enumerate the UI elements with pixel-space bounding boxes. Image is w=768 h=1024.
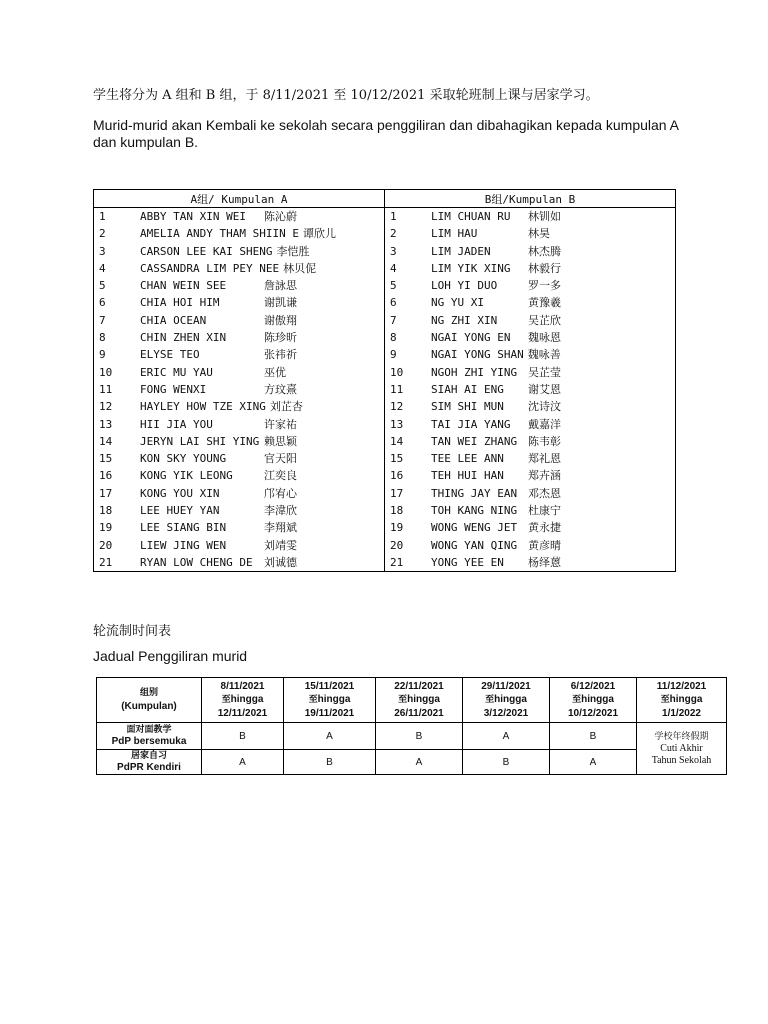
student-name: NG ZHI XIN bbox=[431, 313, 498, 327]
student-number: 15 bbox=[390, 452, 404, 466]
week-start: 29/11/2021 bbox=[481, 681, 531, 692]
group-b-list bbox=[385, 208, 676, 572]
student-chinese-name: 林钏如 bbox=[528, 210, 561, 223]
schedule-week-header bbox=[202, 678, 284, 723]
week-end: 12/11/2021 bbox=[217, 708, 268, 719]
student-number: 2 bbox=[99, 227, 106, 241]
student-chinese-name: 邓杰恩 bbox=[528, 486, 561, 500]
list-item bbox=[94, 537, 384, 554]
student-chinese-name: 林毅行 bbox=[528, 261, 561, 275]
week-to-ms: hingga bbox=[669, 694, 703, 705]
week-to-ms: hingga bbox=[581, 694, 614, 705]
week-to-ms: hingga bbox=[317, 694, 351, 705]
student-chinese-name: 黄彦晴 bbox=[528, 538, 561, 552]
student-chinese-name: 刘诚德 bbox=[264, 555, 297, 569]
student-name: LEE HUEY YAN bbox=[140, 504, 220, 518]
week-end: 19/11/2021 bbox=[304, 708, 355, 719]
student-number: 9 bbox=[390, 348, 397, 362]
group-a-list bbox=[94, 208, 385, 572]
list-item bbox=[94, 277, 384, 294]
student-name: TEE LEE ANN bbox=[431, 452, 504, 466]
student-name: ERIC MU YAU bbox=[140, 365, 213, 379]
student-number: 13 bbox=[99, 417, 113, 431]
list-item bbox=[94, 485, 384, 502]
student-name: NGAI YONG SHAN bbox=[431, 348, 524, 362]
list-item bbox=[94, 433, 384, 450]
list-item bbox=[385, 502, 675, 519]
student-chinese-name: 李湋欣 bbox=[264, 504, 297, 518]
student-name: FONG WENXI bbox=[140, 382, 207, 396]
student-number: 19 bbox=[99, 521, 113, 535]
schedule-cell: A bbox=[550, 750, 637, 775]
student-number: 14 bbox=[99, 434, 113, 448]
week-end: 26/11/2021 bbox=[394, 708, 444, 719]
student-name: RYAN LOW CHENG DE bbox=[140, 555, 253, 569]
list-item bbox=[94, 329, 384, 346]
student-name: SIAH AI ENG bbox=[431, 382, 504, 396]
student-chinese-name: 谢凯谦 bbox=[264, 296, 297, 310]
week-to-zh: 至 bbox=[308, 695, 318, 705]
student-name: CHIA OCEAN bbox=[140, 313, 207, 327]
rotation-title-chinese: 轮流制时间表 bbox=[93, 624, 172, 639]
list-item bbox=[94, 554, 384, 571]
student-name: LIM HAU bbox=[431, 227, 478, 241]
student-number: 4 bbox=[99, 261, 106, 275]
schedule-cell: B bbox=[202, 723, 284, 750]
schedule-row-label bbox=[97, 723, 202, 750]
week-start: 11/12/2021 bbox=[656, 681, 707, 692]
week-end: 1/1/2022 bbox=[662, 708, 701, 719]
week-to-ms: hingga bbox=[230, 694, 264, 705]
student-name: CHIA HOI HIM bbox=[140, 296, 220, 310]
student-number: 16 bbox=[99, 469, 113, 483]
student-name: NGOH ZHI YING bbox=[431, 365, 518, 379]
student-name: LIM YIK XING bbox=[431, 261, 511, 275]
row-label-zh: 居家自习 bbox=[130, 751, 167, 761]
student-chinese-name: 谢艾恩 bbox=[528, 382, 561, 396]
student-number: 12 bbox=[99, 400, 113, 414]
student-chinese-name: 陈珍昕 bbox=[264, 331, 297, 345]
student-chinese-name: 张祎祈 bbox=[264, 348, 297, 362]
student-chinese-name: 杨绎蒽 bbox=[528, 555, 561, 569]
holiday-ms-2: Tahun Sekolah bbox=[651, 754, 712, 766]
student-number: 8 bbox=[390, 331, 397, 345]
student-name: JERYN LAI SHI YING bbox=[140, 434, 260, 448]
student-chinese-name: 陈韦彰 bbox=[528, 434, 561, 448]
list-item bbox=[94, 208, 384, 225]
list-item bbox=[385, 277, 675, 294]
student-number: 6 bbox=[390, 296, 397, 310]
student-chinese-name: 官天阳 bbox=[264, 452, 297, 466]
holiday-zh: 学校年终假期 bbox=[654, 731, 709, 742]
group-b-header: B组/Kumpulan B bbox=[385, 190, 676, 208]
student-chinese-name: 谭欣儿 bbox=[302, 227, 336, 241]
student-number: 7 bbox=[390, 313, 397, 327]
student-chinese-name: 黄永捷 bbox=[528, 521, 561, 535]
student-chinese-name: 林杰腾 bbox=[528, 244, 561, 258]
week-end: 10/12/2021 bbox=[567, 708, 619, 719]
week-to bbox=[202, 693, 283, 707]
student-name: WONG WENG JET bbox=[431, 521, 518, 535]
student-chinese-name: 黄豫羲 bbox=[528, 296, 561, 310]
schedule-cell: B bbox=[376, 723, 463, 750]
intro-malay: Murid-murid akan Kembali ke sekolah secara penggiliran dan dibahagikan kepada kumpulan A dan kumpulan B. bbox=[93, 117, 679, 150]
week-to-ms: hingga bbox=[407, 694, 440, 705]
student-number: 7 bbox=[99, 313, 106, 327]
list-item bbox=[94, 519, 384, 536]
student-name: LEE SIANG BIN bbox=[140, 521, 227, 535]
student-chinese-name: 刘芷杏 bbox=[269, 400, 303, 414]
list-item bbox=[385, 208, 675, 225]
group-a-header: A组/ Kumpulan A bbox=[94, 190, 385, 208]
list-item bbox=[385, 398, 675, 415]
holiday-cell bbox=[637, 723, 727, 775]
student-number: 15 bbox=[99, 452, 113, 466]
student-name: TAI JIA YANG bbox=[431, 417, 511, 431]
student-number: 12 bbox=[390, 400, 404, 414]
schedule-row-label bbox=[97, 750, 202, 775]
student-name: KONG YIK LEONG bbox=[140, 469, 233, 483]
list-item bbox=[94, 467, 384, 484]
list-item bbox=[385, 485, 675, 502]
student-name: TEH HUI HAN bbox=[431, 469, 504, 483]
student-name: THING JAY EAN bbox=[431, 486, 518, 500]
week-to bbox=[550, 693, 636, 707]
list-item bbox=[385, 467, 675, 484]
student-name: NG YU XI bbox=[431, 296, 484, 310]
list-item bbox=[94, 502, 384, 519]
list-item bbox=[385, 519, 675, 536]
student-chinese-name: 郑礼恩 bbox=[528, 452, 561, 466]
student-number: 9 bbox=[99, 348, 106, 362]
student-number: 3 bbox=[99, 244, 106, 258]
student-number: 21 bbox=[390, 555, 404, 569]
student-name: LIM CHUAN RU bbox=[431, 210, 511, 223]
student-chinese-name: 李恺胜 bbox=[276, 244, 310, 258]
student-number: 3 bbox=[390, 244, 397, 258]
student-chinese-name: 吴芷莹 bbox=[528, 365, 561, 379]
student-chinese-name: 戴嘉洋 bbox=[528, 417, 561, 431]
student-chinese-name: 许家祐 bbox=[264, 417, 297, 431]
student-chinese-name: 谢傲翔 bbox=[264, 313, 297, 327]
week-start: 15/11/2021 bbox=[304, 681, 355, 692]
week-to bbox=[376, 693, 462, 707]
schedule-cell: A bbox=[463, 723, 550, 750]
corner-label-ms: (Kumpulan) bbox=[121, 701, 177, 712]
row-label-ms: PdP bersemuka bbox=[111, 736, 187, 747]
schedule-cell: B bbox=[463, 750, 550, 775]
student-number: 20 bbox=[99, 538, 113, 552]
student-chinese-name: 邝宥心 bbox=[264, 486, 297, 500]
week-start: 8/11/2021 bbox=[220, 681, 265, 692]
student-chinese-name: 魏咏恩 bbox=[528, 331, 561, 345]
list-item bbox=[385, 433, 675, 450]
schedule-cell: B bbox=[550, 723, 637, 750]
student-number: 5 bbox=[99, 279, 106, 293]
student-chinese-name: 李翔斌 bbox=[264, 521, 297, 535]
week-to bbox=[284, 693, 375, 707]
student-chinese-name: 吴芷欣 bbox=[528, 313, 561, 327]
student-name: YONG YEE EN bbox=[431, 555, 504, 569]
week-to bbox=[463, 693, 549, 707]
student-number: 10 bbox=[390, 365, 404, 379]
student-number: 20 bbox=[390, 538, 404, 552]
student-number: 13 bbox=[390, 417, 404, 431]
list-item bbox=[94, 312, 384, 329]
list-item bbox=[385, 450, 675, 467]
student-number: 17 bbox=[99, 486, 113, 500]
rotation-title-malay: Jadual Penggiliran murid bbox=[93, 648, 248, 664]
student-name: TOH KANG NING bbox=[431, 504, 518, 518]
schedule-week-header bbox=[463, 678, 550, 723]
list-item bbox=[385, 225, 675, 242]
schedule-week-header bbox=[637, 678, 727, 723]
schedule-table bbox=[96, 677, 727, 775]
student-name: AMELIA ANDY THAM SHIIN E bbox=[140, 227, 299, 241]
schedule-cell: A bbox=[376, 750, 463, 775]
schedule-cell: B bbox=[284, 750, 376, 775]
student-number: 5 bbox=[390, 279, 397, 293]
student-chinese-name: 詹詠思 bbox=[264, 279, 297, 293]
student-name: HII JIA YOU bbox=[140, 417, 213, 431]
row-label-zh: 面对面教学 bbox=[126, 725, 172, 735]
list-item bbox=[385, 364, 675, 381]
week-to-zh: 至 bbox=[660, 695, 670, 705]
student-chinese-name: 魏咏善 bbox=[527, 348, 561, 362]
list-item bbox=[385, 260, 675, 277]
student-number: 19 bbox=[390, 521, 404, 535]
list-item bbox=[94, 450, 384, 467]
student-chinese-name: 郑卉涵 bbox=[528, 469, 561, 483]
list-item bbox=[385, 294, 675, 311]
list-item bbox=[385, 312, 675, 329]
schedule-week-header bbox=[376, 678, 463, 723]
student-number: 4 bbox=[390, 261, 397, 275]
intro-chinese: 学生将分为 A 组和 B 组，于 8/11/2021 至 10/12/2021 采取轮班制上课与居家学习。 bbox=[93, 88, 599, 103]
student-number: 2 bbox=[390, 227, 397, 241]
student-number: 11 bbox=[390, 382, 404, 396]
student-name: CHAN WEIN SEE bbox=[140, 279, 227, 293]
student-number: 8 bbox=[99, 331, 106, 345]
list-item bbox=[94, 294, 384, 311]
list-item bbox=[385, 346, 675, 363]
student-name: LOH YI DUO bbox=[431, 279, 498, 293]
student-name: LIEW JING WEN bbox=[140, 538, 227, 552]
student-chinese-name: 林昊 bbox=[528, 227, 550, 241]
student-name: LIM JADEN bbox=[431, 244, 491, 258]
group-table bbox=[93, 189, 676, 572]
list-item bbox=[385, 537, 675, 554]
list-item bbox=[94, 364, 384, 381]
student-number: 14 bbox=[390, 434, 404, 448]
student-number: 18 bbox=[99, 504, 113, 518]
student-name: SIM SHI MUN bbox=[431, 400, 504, 414]
list-item bbox=[385, 329, 675, 346]
list-item bbox=[94, 416, 384, 433]
student-name: CHIN ZHEN XIN bbox=[140, 331, 227, 345]
week-end: 3/12/2021 bbox=[483, 708, 529, 719]
student-chinese-name: 罗一多 bbox=[528, 279, 561, 293]
holiday-ms-1: Cuti Akhir bbox=[660, 742, 703, 754]
row-label-ms: PdPR Kendiri bbox=[117, 762, 181, 773]
week-to-ms: hingga bbox=[494, 694, 527, 705]
student-number: 1 bbox=[99, 210, 106, 223]
list-item bbox=[94, 260, 384, 277]
list-item bbox=[385, 243, 675, 260]
list-item bbox=[94, 225, 384, 242]
student-name: TAN WEI ZHANG bbox=[431, 434, 518, 448]
student-number: 11 bbox=[99, 382, 113, 396]
student-number: 18 bbox=[390, 504, 404, 518]
student-number: 10 bbox=[99, 365, 113, 379]
list-item bbox=[94, 243, 384, 260]
schedule-corner bbox=[97, 678, 202, 723]
student-name: ELYSE TEO bbox=[140, 348, 200, 362]
week-to-zh: 至 bbox=[398, 695, 408, 705]
student-name: WONG YAN QING bbox=[431, 538, 518, 552]
student-number: 17 bbox=[390, 486, 404, 500]
schedule-week-header bbox=[284, 678, 376, 723]
student-chinese-name: 巫优 bbox=[264, 365, 286, 379]
student-chinese-name: 刘靖雯 bbox=[264, 538, 297, 552]
list-item bbox=[385, 416, 675, 433]
student-number: 6 bbox=[99, 296, 106, 310]
student-chinese-name: 赖思颖 bbox=[264, 434, 297, 448]
week-start: 22/11/2021 bbox=[394, 681, 444, 692]
week-to-zh: 至 bbox=[485, 695, 495, 705]
schedule-cell: A bbox=[202, 750, 284, 775]
student-chinese-name: 江奕良 bbox=[264, 469, 297, 483]
student-name: ABBY TAN XIN WEI bbox=[140, 210, 246, 223]
week-start: 6/12/2021 bbox=[570, 681, 616, 692]
student-chinese-name: 方玟熹 bbox=[264, 382, 297, 396]
student-number: 21 bbox=[99, 555, 113, 569]
student-name: KON SKY YOUNG bbox=[140, 452, 227, 466]
list-item bbox=[94, 398, 384, 415]
student-name: HAYLEY HOW TZE XING bbox=[140, 400, 266, 414]
week-to-zh: 至 bbox=[572, 695, 582, 705]
student-number: 1 bbox=[390, 210, 397, 223]
student-chinese-name: 沈诗汶 bbox=[528, 400, 561, 414]
student-name: NGAI YONG EN bbox=[431, 331, 511, 345]
list-item bbox=[385, 554, 675, 571]
corner-label-zh: 组别 bbox=[139, 688, 158, 698]
student-name: CASSANDRA LIM PEY NEE bbox=[140, 261, 280, 275]
list-item bbox=[94, 381, 384, 398]
student-chinese-name: 杜康宁 bbox=[528, 504, 561, 518]
list-item bbox=[385, 381, 675, 398]
student-chinese-name: 林贝伲 bbox=[283, 261, 317, 275]
student-number: 16 bbox=[390, 469, 404, 483]
schedule-week-header bbox=[550, 678, 637, 723]
student-name: CARSON LEE KAI SHENG bbox=[140, 244, 273, 258]
student-name: KONG YOU XIN bbox=[140, 486, 220, 500]
week-to bbox=[637, 693, 726, 707]
list-item bbox=[94, 346, 384, 363]
schedule-cell: A bbox=[284, 723, 376, 750]
student-chinese-name: 陈沁蔚 bbox=[264, 210, 297, 223]
week-to-zh: 至 bbox=[221, 695, 231, 705]
